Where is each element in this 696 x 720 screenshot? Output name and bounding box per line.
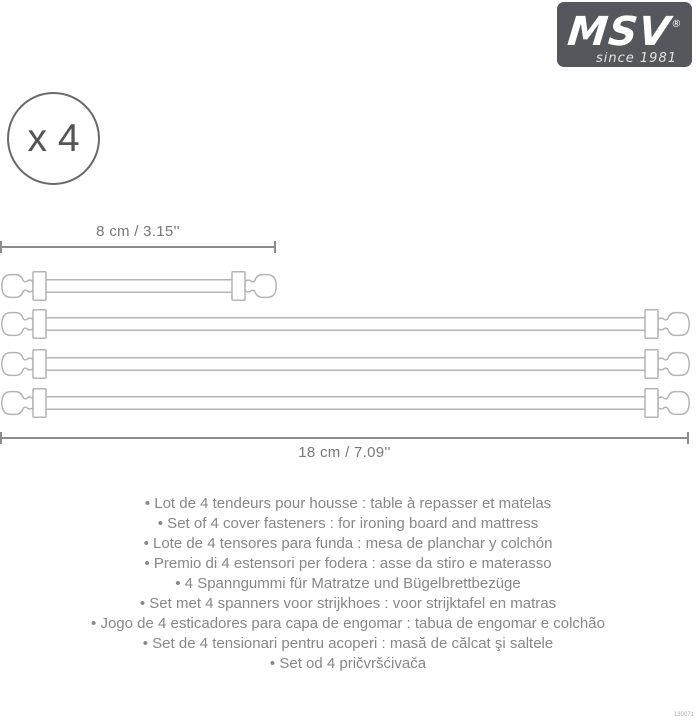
description-line: • 4 Spanngummi für Matratze und Bügelbrettbezüge xyxy=(175,575,521,592)
brand-name: MSV xyxy=(565,9,673,55)
description-list xyxy=(0,494,696,674)
description-line: • Set od 4 pričvršćivača xyxy=(269,655,427,672)
tick-right xyxy=(687,432,689,444)
product-code: 130071 xyxy=(673,712,694,718)
description-line: • Set met 4 spanners voor strijkhoes : voor strijktafel en matras xyxy=(139,595,557,612)
dimension-long xyxy=(0,432,689,462)
dimension-short xyxy=(0,223,276,248)
description-line: • Jogo de 4 esticadores para capa de engomar : tabua de engomar e colchão xyxy=(91,615,605,632)
left-end xyxy=(2,310,46,338)
description-line: • Lote de 4 tensores para funda : mesa de planchar y colchón xyxy=(143,535,553,552)
right-end xyxy=(645,389,689,417)
left-end xyxy=(2,350,46,378)
right-end xyxy=(645,350,689,378)
fastener-short xyxy=(0,268,278,304)
fastener-long-1 xyxy=(0,306,691,342)
quantity-label: x 4 xyxy=(27,116,80,160)
fastener-long-3 xyxy=(0,385,691,421)
description-line: • Set de 4 tensionari pentru acoperi : masă de călcat şi saltele xyxy=(142,635,554,652)
dimension-long-line xyxy=(0,437,689,439)
tick-left xyxy=(0,432,2,444)
right-end xyxy=(232,272,276,300)
description-line: • Set of 4 cover fasteners : for ironing board and mattress xyxy=(157,515,539,532)
msv-logo xyxy=(557,2,692,67)
left-end xyxy=(2,272,46,300)
brand-tagline: since 1981 xyxy=(596,51,677,66)
quantity-circle xyxy=(7,92,100,185)
description-line: • Lot de 4 tendeurs pour housse : table à repasser et matelas xyxy=(144,495,552,512)
tick-left xyxy=(0,241,2,253)
left-end xyxy=(2,389,46,417)
dimension-short-label: 8 cm / 3.15'' xyxy=(96,223,180,240)
description-line: • Premio di 4 estensori per fodera : asse da stiro e materasso xyxy=(144,555,552,572)
dimension-long-label: 18 cm / 7.09'' xyxy=(298,444,391,461)
brand-text xyxy=(554,3,694,54)
registered-mark: ® xyxy=(670,19,682,30)
tick-right xyxy=(274,241,276,253)
right-end xyxy=(645,310,689,338)
dimension-short-line xyxy=(0,246,276,248)
fastener-long-2 xyxy=(0,346,691,382)
